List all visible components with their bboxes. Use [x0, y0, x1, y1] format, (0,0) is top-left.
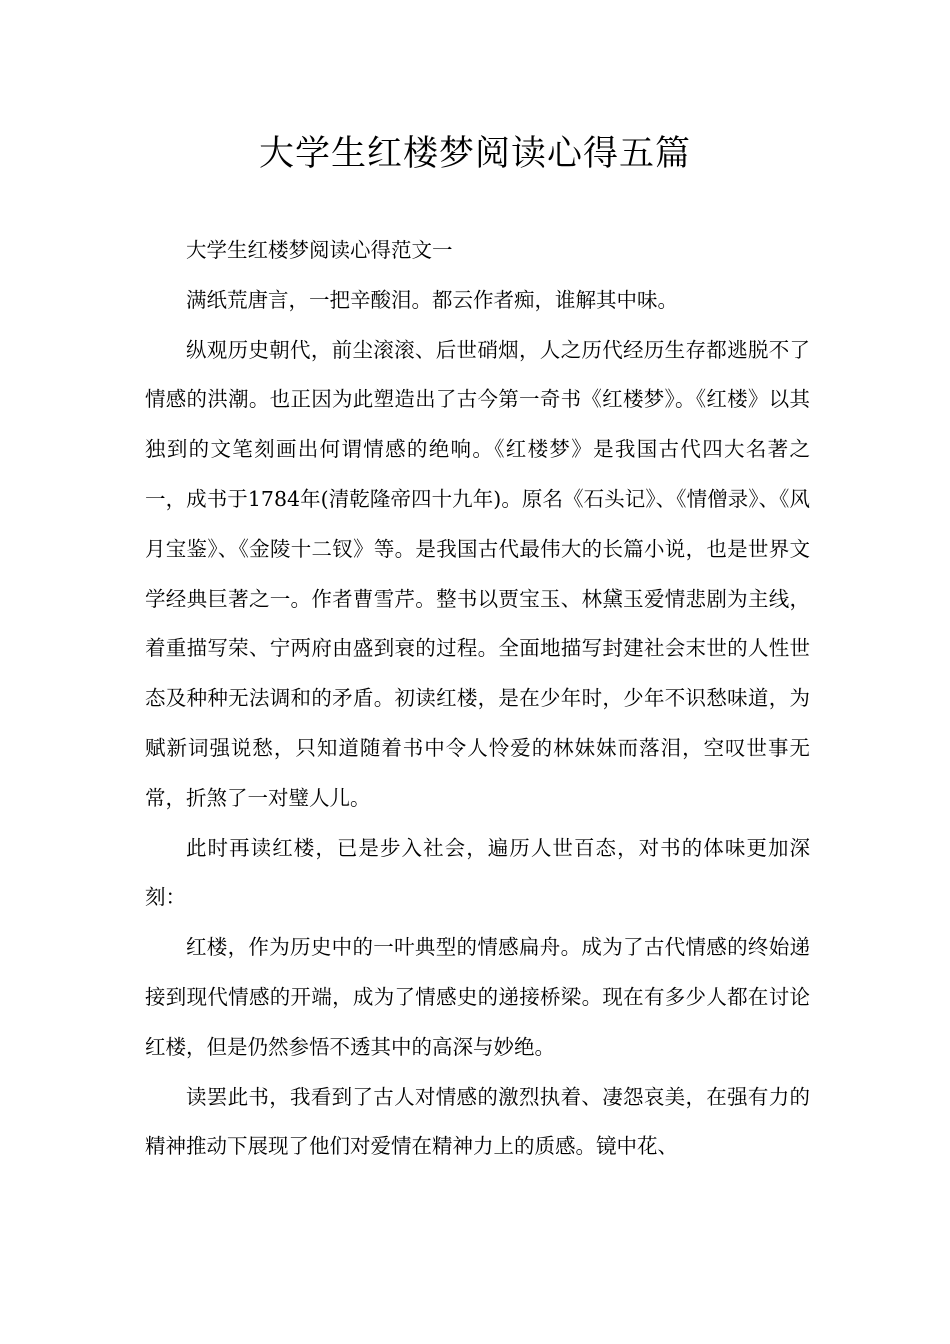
body-paragraph: 红楼，作为历史中的一叶典型的情感扁舟。成为了古代情感的终始递接到现代情感的开端，成为了情感史的递接桥梁。现在有多少人都在讨论红楼，但是仍然参悟不透其中的高深与妙绝。 — [145, 935, 810, 1059]
subtitle-paragraph: 大学生红楼梦阅读心得范文一 — [186, 238, 453, 262]
body-paragraph: 此时再读红楼，已是步入社会，遍历人世百态，对书的体味更加深刻： — [145, 835, 810, 910]
document-title: 大学生红楼梦阅读心得五篇 — [258, 134, 691, 174]
document-body — [145, 226, 810, 1172]
body-paragraph: 纵观历史朝代，前尘滚滚、后世硝烟，人之历代经历生存都逃脱不了情感的洪潮。也正因为此塑造出了古今第一奇书《红楼梦》。《红楼》以其独到的文笔刻画出何谓情感的绝响。《红楼梦》是我国古代四大名著之一，成书于1784年(清乾隆帝四十九年)。原名《石头记》、《情僧录》、《风月宝鉴》、《金陵十二钗》等。是我国古代最伟大的长篇小说，也是世界文学经典巨著之一。作者曹雪芹。整书以贾宝玉、林黛玉爱情悲剧为主线，着重描写荣、宁两府由盛到衰的过程。全面地描写封建社会末世的人性世态及种种无法调和的矛盾。初读红楼，是在少年时，少年不识愁味道，为赋新词强说愁，只知道随着书中令人怜爱的林妹妹而落泪，空叹世事无常，折煞了一对璧人儿。 — [145, 337, 810, 810]
body-paragraph: 满纸荒唐言，一把辛酸泪。都云作者痴，谁解其中味。 — [186, 287, 678, 312]
body-paragraph: 读罢此书，我看到了古人对情感的激烈执着、凄怨哀美，在强有力的精神推动下展现了他们对爱情在精神力上的质感。镜中花、 — [145, 1084, 810, 1159]
